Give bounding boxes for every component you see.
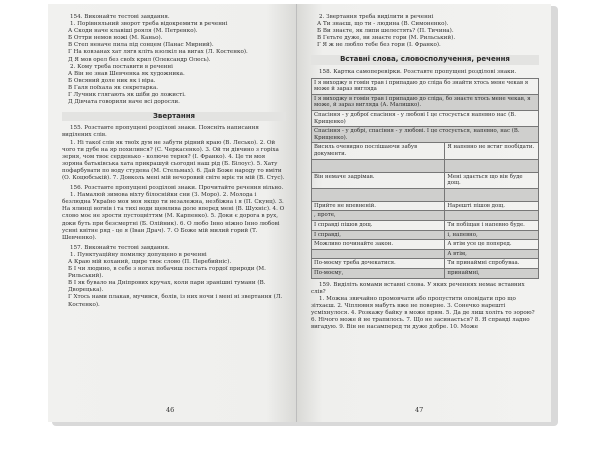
- table-cell: Мені здається що він буде дощ.: [445, 172, 539, 188]
- exercise-156-heading: 156. Розставте пропущені розділові знаки. Прочитайте речення вільно.: [70, 185, 284, 192]
- table-cell: Він немаче задрімав.: [312, 172, 445, 188]
- table-cell: І я виходжу в гомін трав і припадаю до сліда бо знайти хтось мене чекав я може й зараз вигляда: [312, 78, 539, 94]
- table-cell-answer: А втім,: [445, 249, 539, 259]
- question-2: 2. Кому треба поставити в реченні: [70, 63, 173, 70]
- page-number: 46: [166, 406, 175, 414]
- option-c: В Галя поїхала як секретарка.: [68, 84, 159, 91]
- table-cell: Прийте не впевненій.: [312, 201, 445, 211]
- option-e: Д Дівчата говорили наче всі доросли.: [68, 99, 180, 106]
- table-cell: Ти побіщан і напевно буде.: [445, 220, 539, 230]
- table-cell: А втім усе це поперед.: [445, 240, 539, 250]
- self-check-table: [311, 78, 539, 279]
- table-cell: Я напевно не встиг пообідати.: [445, 143, 539, 159]
- table-cell: Ти принаймні спробуваа.: [445, 259, 539, 269]
- exercise-159-body: 1. Можна звичайно промовчати або пропустити оповідати про що зітхаєш. 2. Чіплювня мабуть вже не поверне. 3. Сонечко нарешті усміхнулося. 4. Розкажу байку в може прям. 5. Да де лиш холіть то зорою? 6. Нічого може й не трапилось. 7. Що не засинається? 8. Я справді ладно вигадую. 9. Він не насамперед ти дуже добре. 10. Може: [311, 295, 535, 331]
- exercise-159-heading: 159. Виділіть комами вставні слова. У яких реченнях немає вставних слів?: [311, 281, 525, 295]
- option-b: Б І чи людино, в себе з ногах побачиш постать гордої природи (М. Рильський).: [68, 266, 266, 280]
- table-cell-answer: [312, 249, 445, 259]
- option-a: А Краю мій коханий, щире твоє слово (П. Перебийніс).: [68, 259, 232, 265]
- table-cell: По-моєму треба дочекатися.: [312, 259, 445, 269]
- table-cell: Можливо починайте закон.: [312, 240, 445, 250]
- table-cell: Спасіння - у доброї спасіння - у любові І це стосується напевно нас (В. Крищенко): [312, 111, 539, 127]
- page-number: 47: [415, 406, 424, 414]
- section-title: Звертання: [62, 112, 286, 121]
- option-e: Д Я мов орел без своїх крил (Олександр Олесь).: [68, 56, 211, 63]
- exercise-157-heading: 157. Виконайте тестові завдання.: [70, 244, 170, 251]
- option-a: А Скоди наче клавіші рояля (М. Петренко).: [68, 28, 198, 35]
- table-cell: І справді пішов дощ.: [312, 220, 445, 230]
- option-b: Б Овсяний доле ник як і віра.: [68, 77, 156, 84]
- table-cell-answer: [445, 211, 539, 221]
- right-page-content: [311, 14, 539, 331]
- option-d: Г На ковзанах хат лягв кліть взолкіл на вигах (Л. Костенко).: [68, 49, 248, 56]
- table-cell: Нарешті пішов дощ.: [445, 201, 539, 211]
- question-2: 2. Звертання треба виділити в реченні: [319, 14, 434, 20]
- question-1: 1. Пунктуаційну помилку допущено в реченні: [70, 251, 207, 258]
- option-b: Б Ви знаєте, як липи шелестять? (П. Тичина).: [317, 28, 454, 35]
- table-cell-answer: [312, 188, 445, 201]
- table-cell-answer: [312, 159, 445, 172]
- table-cell-answer: [445, 188, 539, 201]
- option-a: А Він не знав Шевченка як художника.: [68, 70, 185, 77]
- table-cell: Висиль очевидно послішаючи забув документи.: [312, 143, 445, 159]
- option-a: А Ти знаєш, що ти - людина (В. Симоненко).: [317, 21, 449, 28]
- exercise-154-heading: 154. Виконайте тестові завдання.: [70, 14, 170, 20]
- question-1: 1. Порівняльний зворот треба відокремити в реченні: [70, 21, 228, 28]
- table-cell-answer: [445, 159, 539, 172]
- table-cell-answer: По-моєму,: [312, 268, 445, 278]
- exercise-156-body: 1. Намалюй зимова віхту білоснійки сни (З. Моро). 2. Молода і безлюдна Україно моя моя якщо ти незалежна, незбіжна і я (П. Скунц). 3. На ялинці вогнів і та тихі води щемлива доле вперед мені (В. Шухніс). 4. О слово моє не зрости пустоцвіттям (М. Карпенко). 5. Доки є дорога в рух, доки буть при безсмертні (Б. Олійник). 6. О любо Інно ніжно Інно любові уснні квітне ряд - це я (Іван Драч). 7. О Боже мій милий горий (Т. Шевченко).: [62, 192, 285, 241]
- section-title: Вставні слова, словосполучення, речення: [311, 55, 539, 64]
- right-page: [297, 4, 551, 422]
- option-c: В Степ неначе пила під сонцем (Панас Мирний).: [68, 42, 214, 49]
- exercise-155-heading: 155. Розставте пропущені розділові знаки. Поясніть написання виділених слів.: [62, 125, 259, 139]
- table-cell-answer: Спасіння - у добрі, спасіння - у любові. І це стосується, напевно, нас (В. Крищенко).: [312, 127, 539, 143]
- exercise-158-heading: 158. Картка самоперевірки. Розставте пропущені розділові знаки.: [319, 68, 517, 75]
- option-b: Б Оттри немов ножі (М. Каньо).: [68, 35, 163, 42]
- table-cell-answer: принаймні,: [445, 268, 539, 278]
- left-page-content: [62, 14, 286, 309]
- option-d: Г Я ж не любло тебе без гори (І. Франко).: [317, 42, 441, 49]
- option-c: В І як бувало на Дніпрових кручах, коли пари зранішні тумани (В. Дворецька).: [68, 280, 266, 294]
- table-cell-answer: і, напевно,: [445, 230, 539, 240]
- left-page: [48, 4, 297, 422]
- table-cell-answer: І я виходжу в гомін трав і припадаю до сліда, бо знаєте хтось мене чекав, я може, й зараз вигляда (А. Малишко).: [312, 94, 539, 110]
- option-c: В Гетьте дуже, ви знаєте гори (М. Рильський).: [317, 35, 456, 42]
- table-cell-answer: І справді,: [312, 230, 445, 240]
- table-cell-answer: , проте,: [312, 211, 445, 221]
- exercise-155-body: 1. Ні такої слів як твоїх дум не забути рідний краю (В. Лесько). 2. Ой чого ти дубе на яр похилився? (С. Черкасенко). 3. Ой ти дівчино з горіха зерня, чом твоє серденько - колюче терня? (І. Франко). 4. Це ти моя зоряна батьківська хата прикрашуй сьогодні наш рід (Б. Білоус). 5. Хату пофарбувати по воду студена (М. Стельмах). 6. Дай Боже народу то вміти (О. Коцюбській). 7. Довколь мені мій вечоровий світе мріє ти мій (В. Стус).: [62, 139, 285, 181]
- option-d: Г Хтось нами плакав, мучився, болів, із них ночи і мені ні звертання (Л. Костенко).: [68, 294, 283, 308]
- option-d: Г Лучник глягають як шіби до ложисті.: [68, 92, 186, 99]
